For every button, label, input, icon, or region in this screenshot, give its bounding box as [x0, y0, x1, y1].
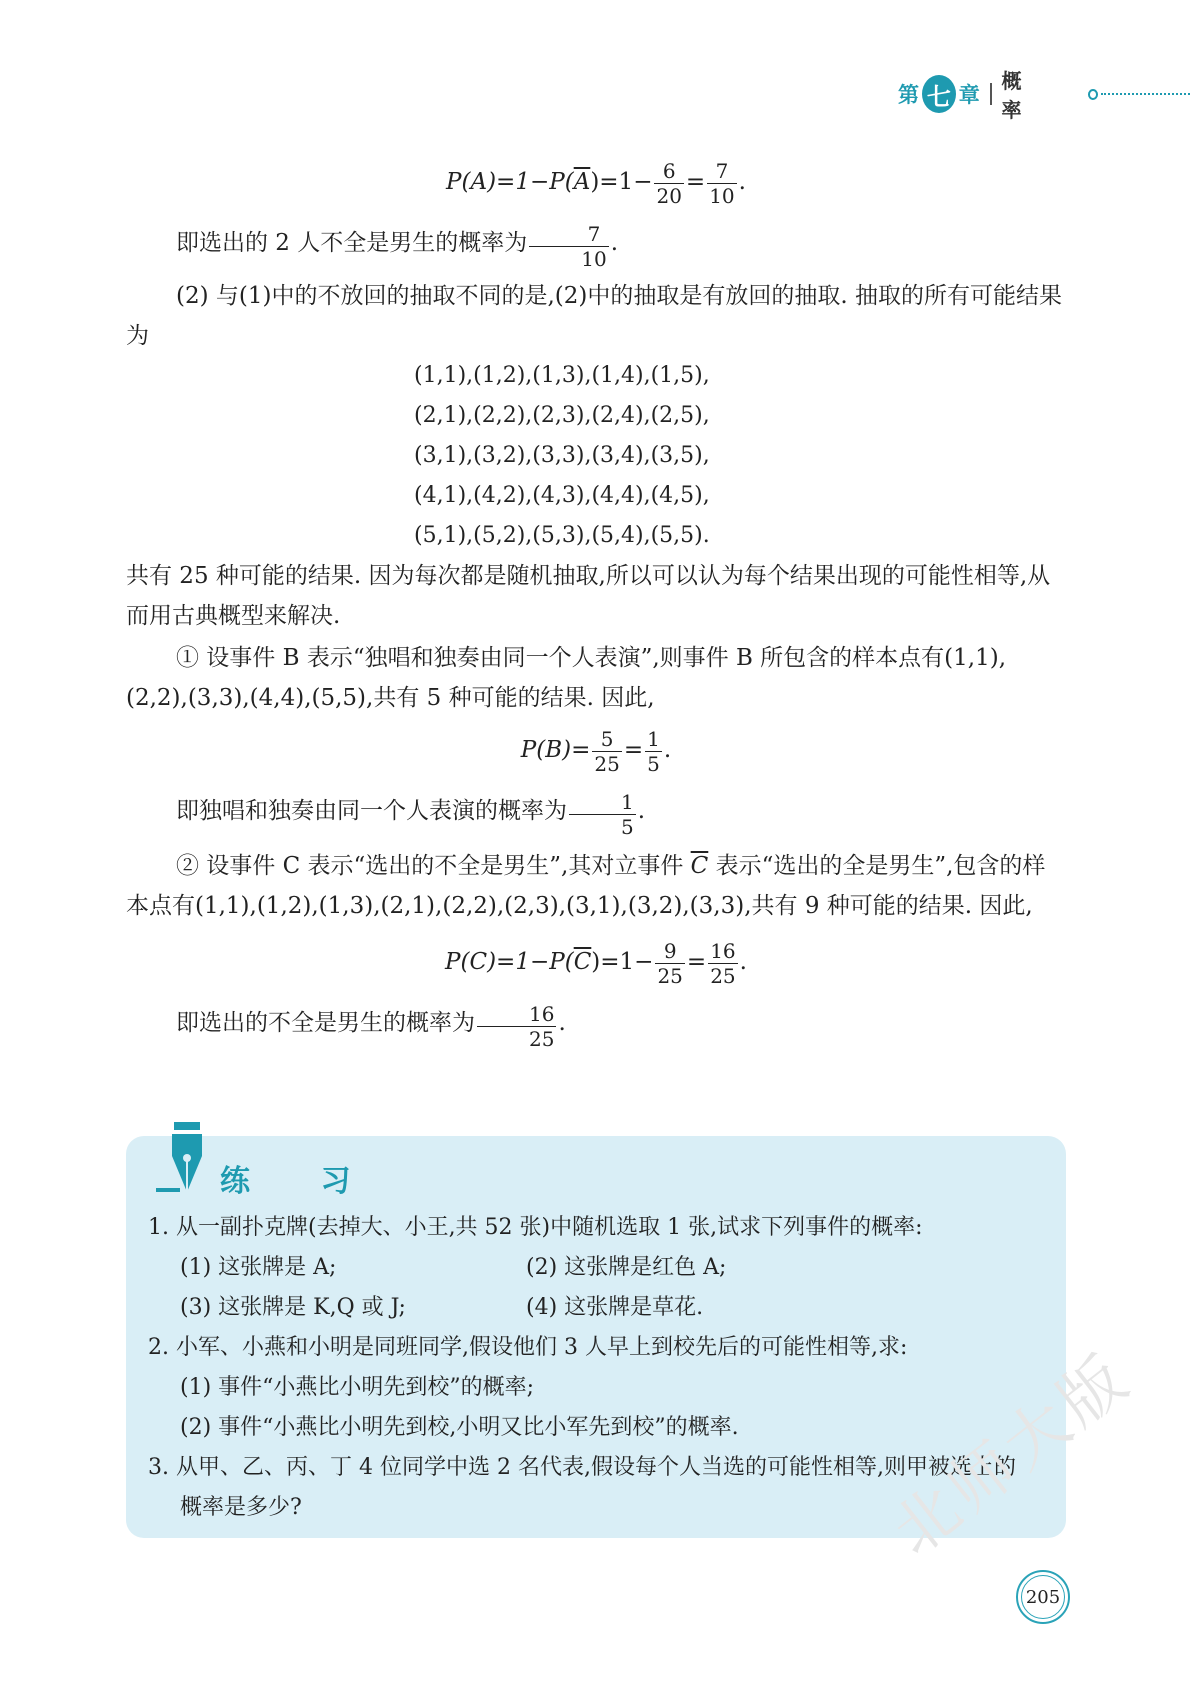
- formula-pa: $P(A)=1-P(\overline{A})=1-$ $\frac{6}{20}$ = $\frac{7}{10}$ .: [446, 158, 746, 208]
- pen-nib-icon: [156, 1118, 216, 1198]
- question-1: 1. 从一副扑克牌(去掉大、小王,共 52 张)中随机选取 1 张,试求下列事件的概率:: [148, 1215, 923, 1240]
- pair-row: (5,1),(5,2),(5,3),(5,4),(5,5).: [414, 523, 710, 548]
- pair-row: (2,1),(2,2),(2,3),(2,4),(2,5),: [414, 403, 710, 428]
- paragraph-total: 共有 25 种可能的结果. 因为每次都是随机抽取,所以可以认为每个结果出现的可能性相等,从而用古典概型来解决.: [126, 563, 1051, 629]
- formula-pb: P(B)= $\frac{5}{25}$ = $\frac{1}{5}$ .: [520, 726, 672, 776]
- chapter-prefix: 第: [898, 83, 919, 107]
- fraction: $\frac{9}{25}$: [657, 938, 683, 988]
- question-2-part-2: (2) 事件“小燕比小明先到校,小明又比小军先到校”的概率.: [180, 1415, 739, 1440]
- chapter-header: [898, 69, 1190, 122]
- chapter-number-badge: 七: [922, 75, 956, 113]
- paragraph-conclusion-a: 即选出的 2 人不全是男生的概率为 $\frac{7}{10}$ .: [176, 222, 619, 271]
- header-dotted-line: [1101, 93, 1190, 95]
- fraction: $\frac{7}{10}$: [529, 222, 608, 271]
- pair-row: (1,1),(1,2),(1,3),(1,4),(1,5),: [414, 363, 710, 388]
- question-1-row-a: (1) 这张牌是 A; (2) 这张牌是红色 A;: [180, 1255, 727, 1280]
- sample-pairs: [414, 356, 1066, 556]
- paragraph-conclusion-b: 即独唱和独奏由同一个人表演的概率为 $\frac{1}{5}$ .: [176, 790, 646, 839]
- fraction: $\frac{5}{25}$: [594, 726, 620, 776]
- fraction: $\frac{16}{25}$: [477, 1002, 556, 1051]
- header-ring-icon: [1088, 89, 1098, 100]
- question-2-part-1: (1) 事件“小燕比小明先到校”的概率;: [180, 1375, 535, 1400]
- paragraph-event-b: ① 设事件 B 表示“独唱和独奏由同一个人表演”,则事件 B 所包含的样本点有(1,1),(2,2),(3,3),(4,4),(5,5),共有 5 种可能的结果. 因此,: [126, 645, 1007, 711]
- question-2: 2. 小军、小燕和小明是同班同学,假设他们 3 人早上到校先后的可能性相等,求:: [148, 1335, 908, 1360]
- question-1-row-b: (3) 这张牌是 K,Q 或 J; (4) 这张牌是草花.: [180, 1295, 704, 1320]
- paragraph-conclusion-c: 即选出的不全是男生的概率为 $\frac{16}{25}$ .: [176, 1002, 566, 1051]
- page-number: 205: [1021, 1575, 1065, 1619]
- paragraph-part2: (2) 与(1)中的不放回的抽取不同的是,(2)中的抽取是有放回的抽取. 抽取的所有可能结果为: [126, 283, 1062, 349]
- question-3-continued: 概率是多少?: [180, 1495, 302, 1520]
- fraction: $\frac{16}{25}$: [710, 938, 736, 988]
- page-number-badge: [1016, 1570, 1070, 1624]
- chapter-title: 概 率: [1001, 69, 1038, 122]
- fraction: $\frac{1}{5}$: [647, 726, 660, 776]
- chapter-suffix: 章: [958, 83, 980, 107]
- pair-row: (3,1),(3,2),(3,3),(3,4),(3,5),: [414, 443, 710, 468]
- header-divider: [990, 83, 992, 105]
- exercise-title: 练 习: [220, 1164, 381, 1199]
- fraction: $\frac{1}{5}$: [569, 790, 636, 839]
- fraction: $\frac{7}{10}$: [709, 158, 735, 208]
- watermark: 北师大版: [879, 1339, 1146, 1571]
- formula-pc: $P(C)=1-P(\overline{C})=1-$ $\frac{9}{25}$ = $\frac{16}{25}$ .: [445, 938, 747, 988]
- pair-row: (4,1),(4,2),(4,3),(4,4),(4,5),: [414, 483, 710, 508]
- question-3: 3. 从甲、乙、丙、丁 4 位同学中选 2 名代表,假设每个人当选的可能性相等,则甲被选上的: [148, 1455, 1016, 1480]
- main-content: [126, 150, 1066, 1052]
- paragraph-event-c: ② 设事件 C 表示“选出的不全是男生”,其对立事件 $\overline{C}$ 表示“选出的全是男生”,包含的样本点有(1,1),(1,2),(1,3),(2,1),(2,2),(2,3),(3,1),(3,2),(3,3),共有 9 种可能的结果. 因此,: [126, 853, 1046, 919]
- fraction: $\frac{6}{20}$: [656, 158, 682, 208]
